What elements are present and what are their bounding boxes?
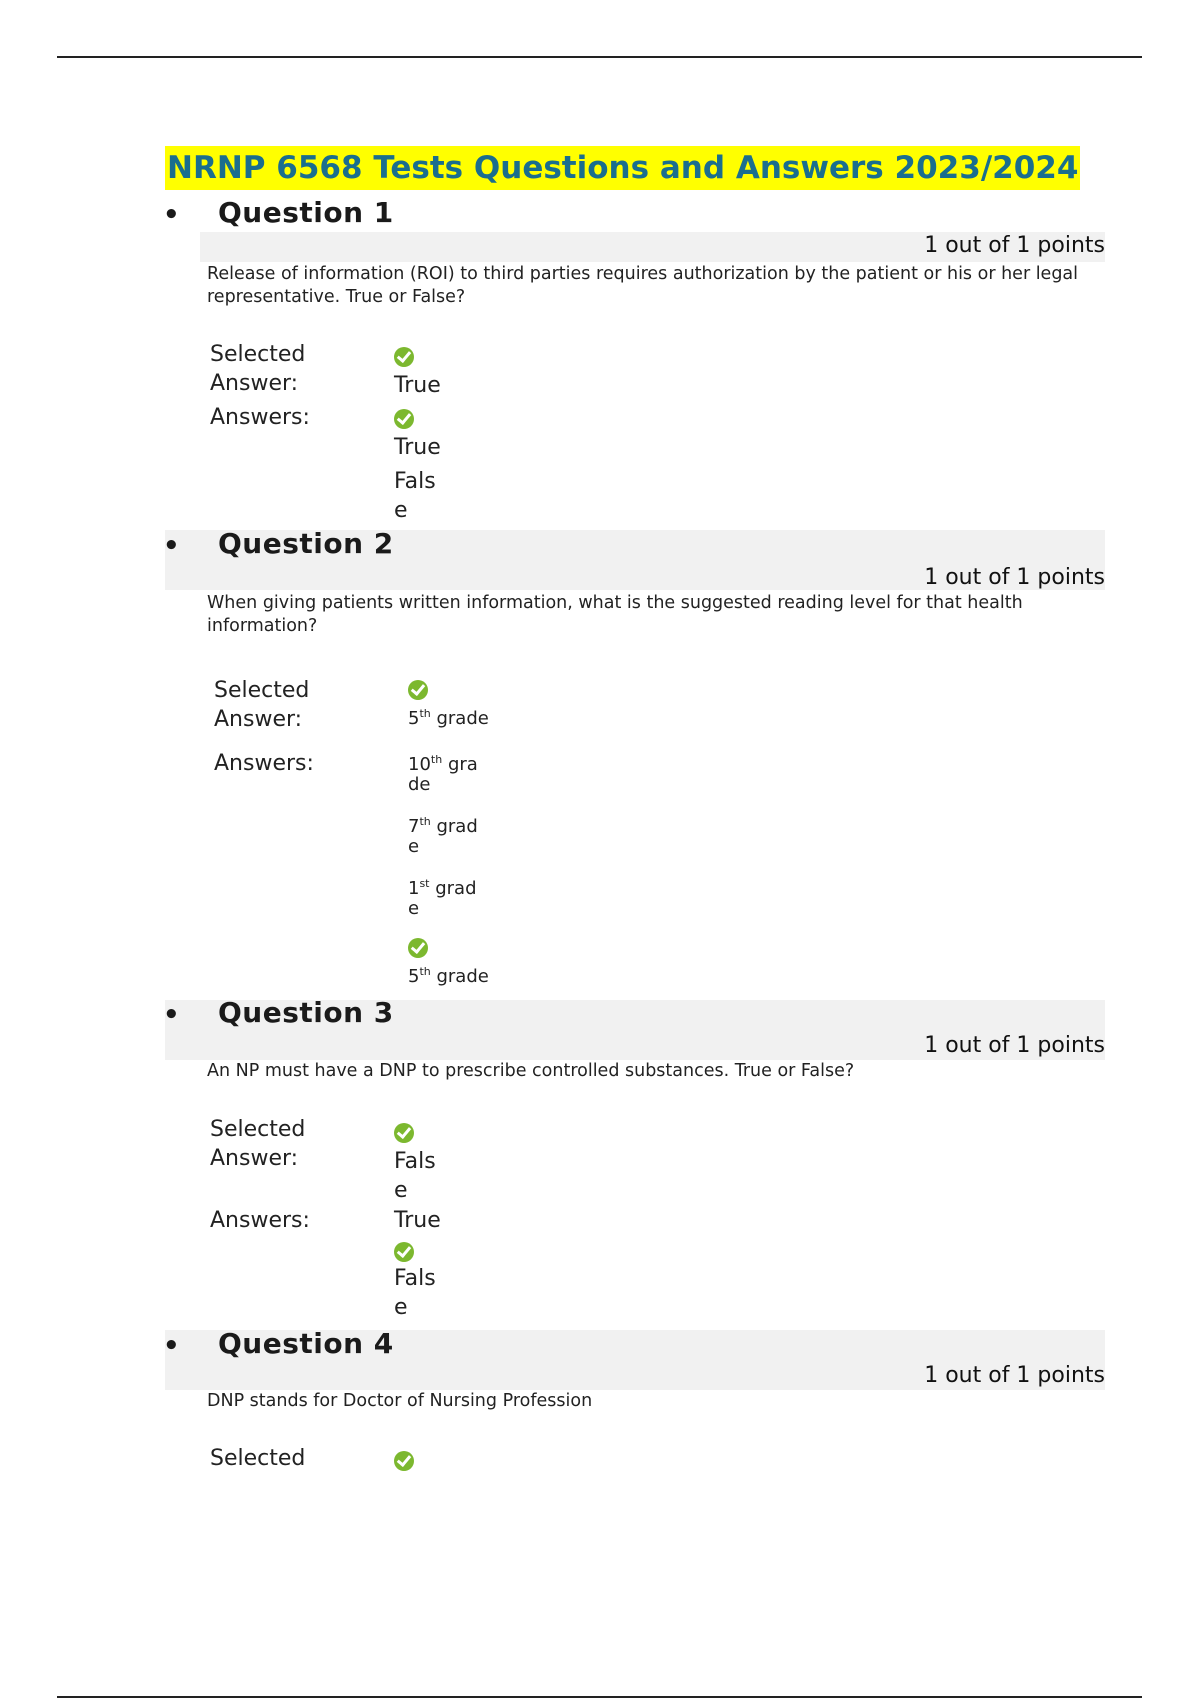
selected-answer-label: Selected bbox=[210, 1446, 306, 1471]
answer-option: True bbox=[394, 435, 441, 460]
answer-option: True bbox=[394, 1208, 441, 1233]
check-circle-icon bbox=[394, 1123, 414, 1143]
answers-list bbox=[394, 404, 441, 525]
points-text: 1 out of 1 points bbox=[924, 233, 1105, 258]
selected-answer-label: Selected Answer: bbox=[214, 678, 310, 732]
selected-answer-label: Selected Answer: bbox=[210, 1117, 306, 1171]
bullet: • bbox=[163, 200, 180, 230]
answer-option: Fals e bbox=[394, 469, 436, 523]
answers-label: Answers: bbox=[210, 405, 310, 430]
top-rule bbox=[57, 56, 1142, 58]
answers-label: Answers: bbox=[214, 751, 314, 776]
check-circle-icon bbox=[394, 409, 414, 429]
selected-answer: 5th grade bbox=[408, 680, 489, 729]
question-heading: Question 4 bbox=[218, 1327, 394, 1360]
answer-option: Fals e bbox=[394, 1266, 436, 1320]
bullet: • bbox=[163, 1331, 180, 1361]
selected-answer bbox=[394, 1446, 414, 1475]
question-heading: Question 1 bbox=[218, 196, 394, 229]
answers-list bbox=[394, 1206, 441, 1322]
points-text: 1 out of 1 points bbox=[924, 1363, 1105, 1388]
selected-answer: Fals e bbox=[394, 1118, 436, 1205]
check-circle-icon bbox=[394, 1451, 414, 1471]
answer-option: 7th grad e bbox=[408, 815, 478, 857]
answers-label: Answers: bbox=[210, 1208, 310, 1233]
points-text: 1 out of 1 points bbox=[924, 1033, 1105, 1058]
check-circle-icon bbox=[408, 680, 428, 700]
bullet: • bbox=[163, 531, 180, 561]
answer-option: 5th grade bbox=[408, 938, 489, 987]
question-text: DNP stands for Doctor of Nursing Profession bbox=[207, 1391, 593, 1411]
answer-option: 1st grad e bbox=[408, 877, 477, 919]
bottom-rule bbox=[57, 1696, 1142, 1698]
check-circle-icon bbox=[394, 347, 414, 367]
bullet: • bbox=[163, 1000, 180, 1030]
question-heading: Question 3 bbox=[218, 996, 394, 1029]
document-title: NRNP 6568 Tests Questions and Answers 2023/2024 bbox=[165, 146, 1080, 190]
answer-option: 10th gra de bbox=[408, 753, 478, 795]
check-circle-icon bbox=[394, 1242, 414, 1262]
question-text: An NP must have a DNP to prescribe controlled substances. True or False? bbox=[207, 1061, 855, 1081]
question-text: When giving patients written information, what is the suggested reading level for that health information? bbox=[207, 593, 1023, 636]
question-heading: Question 2 bbox=[218, 527, 394, 560]
check-circle-icon bbox=[408, 938, 428, 958]
selected-answer-label: Selected Answer: bbox=[210, 342, 306, 396]
question-text: Release of information (ROI) to third parties requires authorization by the patient or his or her legal representative. True or False? bbox=[207, 264, 1079, 307]
points-text: 1 out of 1 points bbox=[924, 565, 1105, 590]
selected-answer: True bbox=[394, 342, 441, 400]
